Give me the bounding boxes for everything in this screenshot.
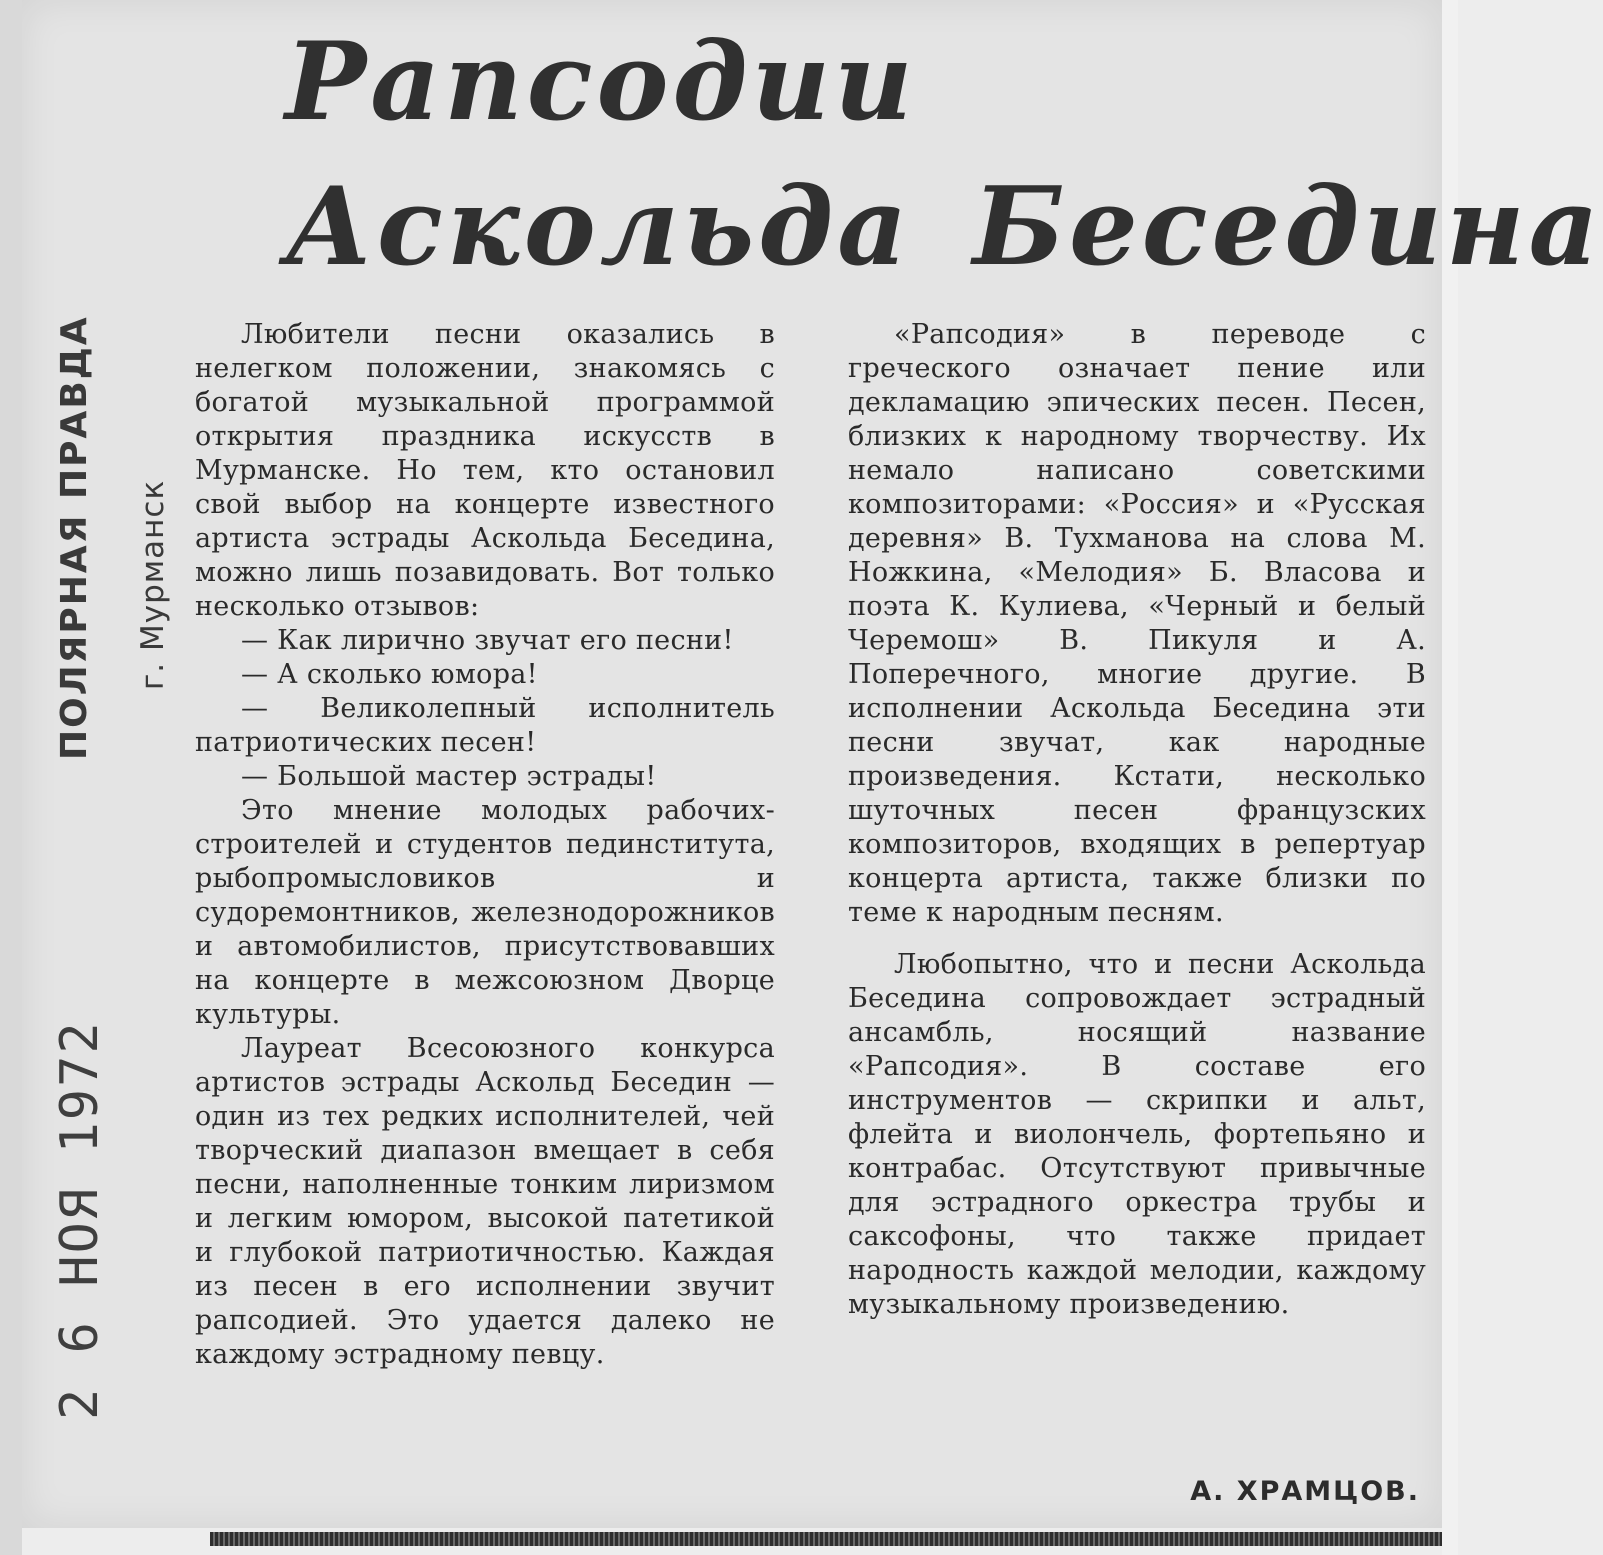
- city-stamp: г. Мурманск: [135, 479, 171, 690]
- headline-line-1: Рапсодии: [285, 19, 917, 145]
- scan-left-edge: [0, 0, 22, 1555]
- paragraph: Это мнение молодых рабочих-строителей и студентов пединститута, рыбопромысловиков и судоремонтников, железнодорожников и автомобилистов, присутствовавших на концерте в межсоюзном Дворце культуры.: [195, 795, 775, 1030]
- paragraph: Любители песни оказались в нелегком положении, знакомясь с богатой музыкальной программой открытия праздника искусств в Мурманске. Но тем, кто остановил свой выбор на концерте известного артиста эстрады Аскольда Беседина, можно лишь позавидовать. Вот только несколько отзывов:: [195, 319, 775, 622]
- quote-line: — Как лирично звучат его песни!: [241, 625, 734, 656]
- article-right-column: [848, 318, 1426, 1322]
- bottom-rule: [210, 1532, 1442, 1546]
- date-stamp: 2 6 НОЯ 1972: [50, 1020, 110, 1420]
- paragraph: Любопытно, что и песни Аскольда Беседина сопровождает эстрадный ансамбль, носящий название «Рапсодия». В составе его инструментов — скрипки и альт, флейта и виолончель, фортепьяно и контрабас. Отсутствуют привычные для эстрадного оркестра трубы и саксофоны, что также придает народность каждой мелодии, каждому музыкальному произведению.: [848, 949, 1426, 1320]
- quote-line: — А сколько юмора!: [241, 659, 538, 690]
- paragraph: «Рапсодия» в переводе с греческого означает пение или декламацию эпических песен. Песен, близких к народному творчеству. Их немало написано советскими композиторами: «Россия» и «Русская деревня» В. Тухманова на слова М. Ножкина, «Мелодия» Б. Власова и поэта К. Кулиева, «Черный и белый Черемош» В. Пикуля и А. Поперечного, многие другие. В исполнении Аскольда Беседина эти песни звучат, как народные произведения. Кстати, несколько шуточных песен французских композиторов, входящих в репертуар концерта артиста, также близки по теме к народным песням.: [848, 319, 1426, 928]
- headline-line-2: Аскольда Беседина: [285, 164, 1603, 290]
- quote-line: — Великолепный исполнитель патриотических песен!: [195, 693, 775, 758]
- quote-line: — Большой мастер эстрады!: [241, 761, 657, 792]
- newspaper-stamp: ПОЛЯРНАЯ ПРАВДА: [54, 315, 95, 760]
- paragraph: Лауреат Всесоюзного конкурса артистов эстрады Аскольд Беседин — один из тех редких исполнителей, чей творческий диапазон вмещает в себя песни, наполненные тонким лиризмом и легким юмором, высокой патетикой и глубокой патриотичностью. Каждая из песен в его исполнении звучит рапсодией. Это удается далеко не каждому эстрадному певцу.: [195, 1033, 775, 1370]
- author-signature: А. ХРАМЦОВ.: [1190, 1476, 1420, 1507]
- article-left-column: [195, 318, 775, 1372]
